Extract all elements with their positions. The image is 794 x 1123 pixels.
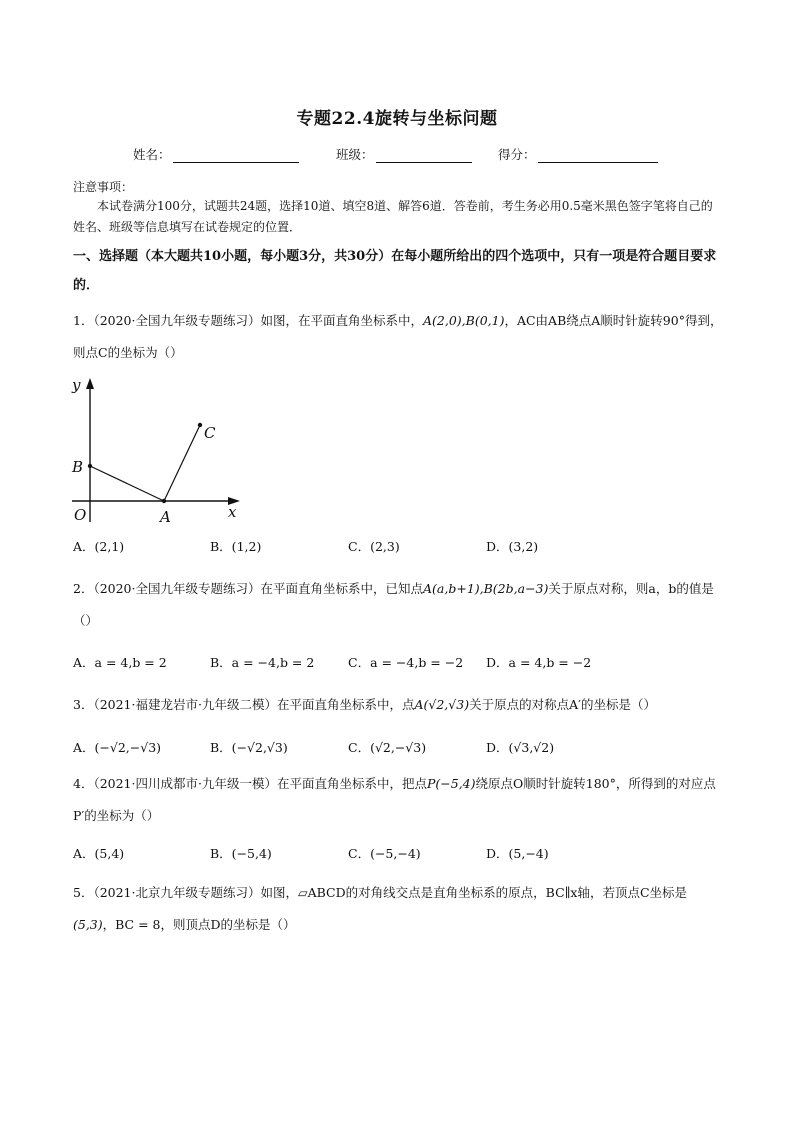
question-math: P(−5,4)	[426, 776, 476, 791]
notes-label: 注意事项：	[73, 180, 134, 194]
label-c: C	[204, 424, 216, 442]
option-b[interactable]: B．(−√2,√3)	[210, 740, 288, 755]
class-blank[interactable]	[376, 148, 472, 163]
class-label: 班级：	[336, 147, 374, 162]
label-x: x	[228, 503, 237, 521]
option-b[interactable]: B．(−5,4)	[210, 846, 272, 861]
question-number: 1．	[73, 313, 94, 328]
option-a[interactable]: A．(2,1)	[73, 539, 125, 554]
question-number: 3．	[73, 697, 94, 712]
segment-ab	[90, 466, 164, 501]
option-a[interactable]: A．(5,4)	[73, 846, 125, 861]
option-d[interactable]: D．a = 4,b = −2	[486, 655, 592, 670]
score-label: 得分：	[498, 147, 536, 162]
point-b	[88, 464, 92, 468]
question-text-tail: 绕原点O顺时针旋转180°，所得到的对应点P′的坐标为（）	[73, 776, 716, 823]
section-heading: 一、选择题（本大题共10小题，每小题3分，共30分）在每小题所给出的四个选项中，只有一项是符合题目要求的．	[73, 249, 717, 293]
option-a[interactable]: A．a = 4,b = 2	[73, 655, 167, 670]
question-4-options	[73, 844, 733, 864]
question-3-options	[73, 738, 733, 758]
question-math: (5,3)	[73, 917, 103, 932]
question-text-tail: 关于原点的对称点A′的坐标是（）	[469, 697, 656, 712]
option-d[interactable]: D．(√3,√2)	[486, 740, 555, 755]
option-c[interactable]: C．(2,3)	[348, 539, 400, 554]
option-d[interactable]: D．(5,−4)	[486, 846, 549, 861]
question-source: （2020·全国九年级专题练习）	[93, 581, 261, 596]
question-1-options	[73, 537, 733, 557]
question-source: （2021·北京九年级专题练习）	[93, 885, 261, 900]
question-text-tail: ，AC由AB绕点A顺时针旋转90°得到，则点C的坐标为（）	[73, 313, 723, 360]
question-number: 2．	[73, 581, 94, 596]
question-text-tail: ，BC = 8，则顶点D的坐标是（）	[102, 917, 296, 932]
question-source: （2021·福建龙岩市·九年级二模）	[93, 697, 277, 712]
option-c[interactable]: C．a = −4,b = −2	[348, 655, 464, 670]
name-field[interactable]	[133, 145, 299, 163]
question-math: A(2,0),B(0,1)	[423, 313, 505, 328]
question-math: A(a,b+1),B(2b,a−3)	[423, 581, 549, 596]
question-source: （2020·全国九年级专题练习）	[93, 313, 261, 328]
question-number: 4．	[73, 776, 94, 791]
score-field[interactable]	[498, 145, 658, 163]
question-3	[73, 689, 723, 721]
question-text-tail: 关于原点对称，则a，b的值是（）	[73, 581, 714, 628]
question-2	[73, 573, 723, 637]
point-a	[162, 499, 166, 503]
segment-ac	[164, 425, 200, 501]
label-b: B	[72, 458, 84, 476]
question-text: 在平面直角坐标系中，已知点	[260, 581, 424, 596]
question-1	[73, 305, 723, 369]
score-blank[interactable]	[538, 148, 658, 163]
label-a: A	[160, 508, 171, 526]
point-c	[198, 423, 202, 427]
option-d[interactable]: D．(3,2)	[486, 539, 539, 554]
question-text: 在平面直角坐标系中，把点	[276, 776, 427, 791]
question-number: 5．	[73, 885, 94, 900]
question-text: 如图，在平面直角坐标系中，	[260, 313, 424, 328]
question-source: （2021·四川成都市·九年级一模）	[93, 776, 277, 791]
label-o: O	[74, 506, 87, 524]
y-axis-arrow	[86, 378, 94, 389]
option-b[interactable]: B．a = −4,b = 2	[210, 655, 315, 670]
page-title: 专题22.4旋转与坐标问题	[296, 109, 498, 129]
name-blank[interactable]	[173, 148, 299, 163]
question-4	[73, 768, 723, 832]
option-c[interactable]: C．(√2,−√3)	[348, 740, 427, 755]
name-label: 姓名：	[133, 147, 171, 162]
option-b[interactable]: B．(1,2)	[210, 539, 262, 554]
option-c[interactable]: C．(−5,−4)	[348, 846, 421, 861]
label-y: y	[72, 376, 81, 394]
class-field[interactable]	[336, 145, 472, 163]
question-text: 如图，▱ABCD的对角线交点是直角坐标系的原点，BC∥x轴，若顶点C坐标是	[260, 885, 688, 900]
question-5	[73, 877, 723, 941]
notes-body: 本试卷满分100分，试题共24题，选择10道、填空8道、解答6道．答卷前，考生务必用0.5毫米黑色签字笔将自己的姓名、班级等信息填写在试卷规定的位置．	[73, 199, 713, 234]
option-a[interactable]: A．(−√2,−√3)	[73, 740, 162, 755]
question-2-options	[73, 653, 733, 673]
question-text: 在平面直角坐标系中，点	[276, 697, 415, 712]
question-math: A(√2,√3)	[414, 697, 470, 712]
coordinate-figure	[68, 372, 248, 528]
